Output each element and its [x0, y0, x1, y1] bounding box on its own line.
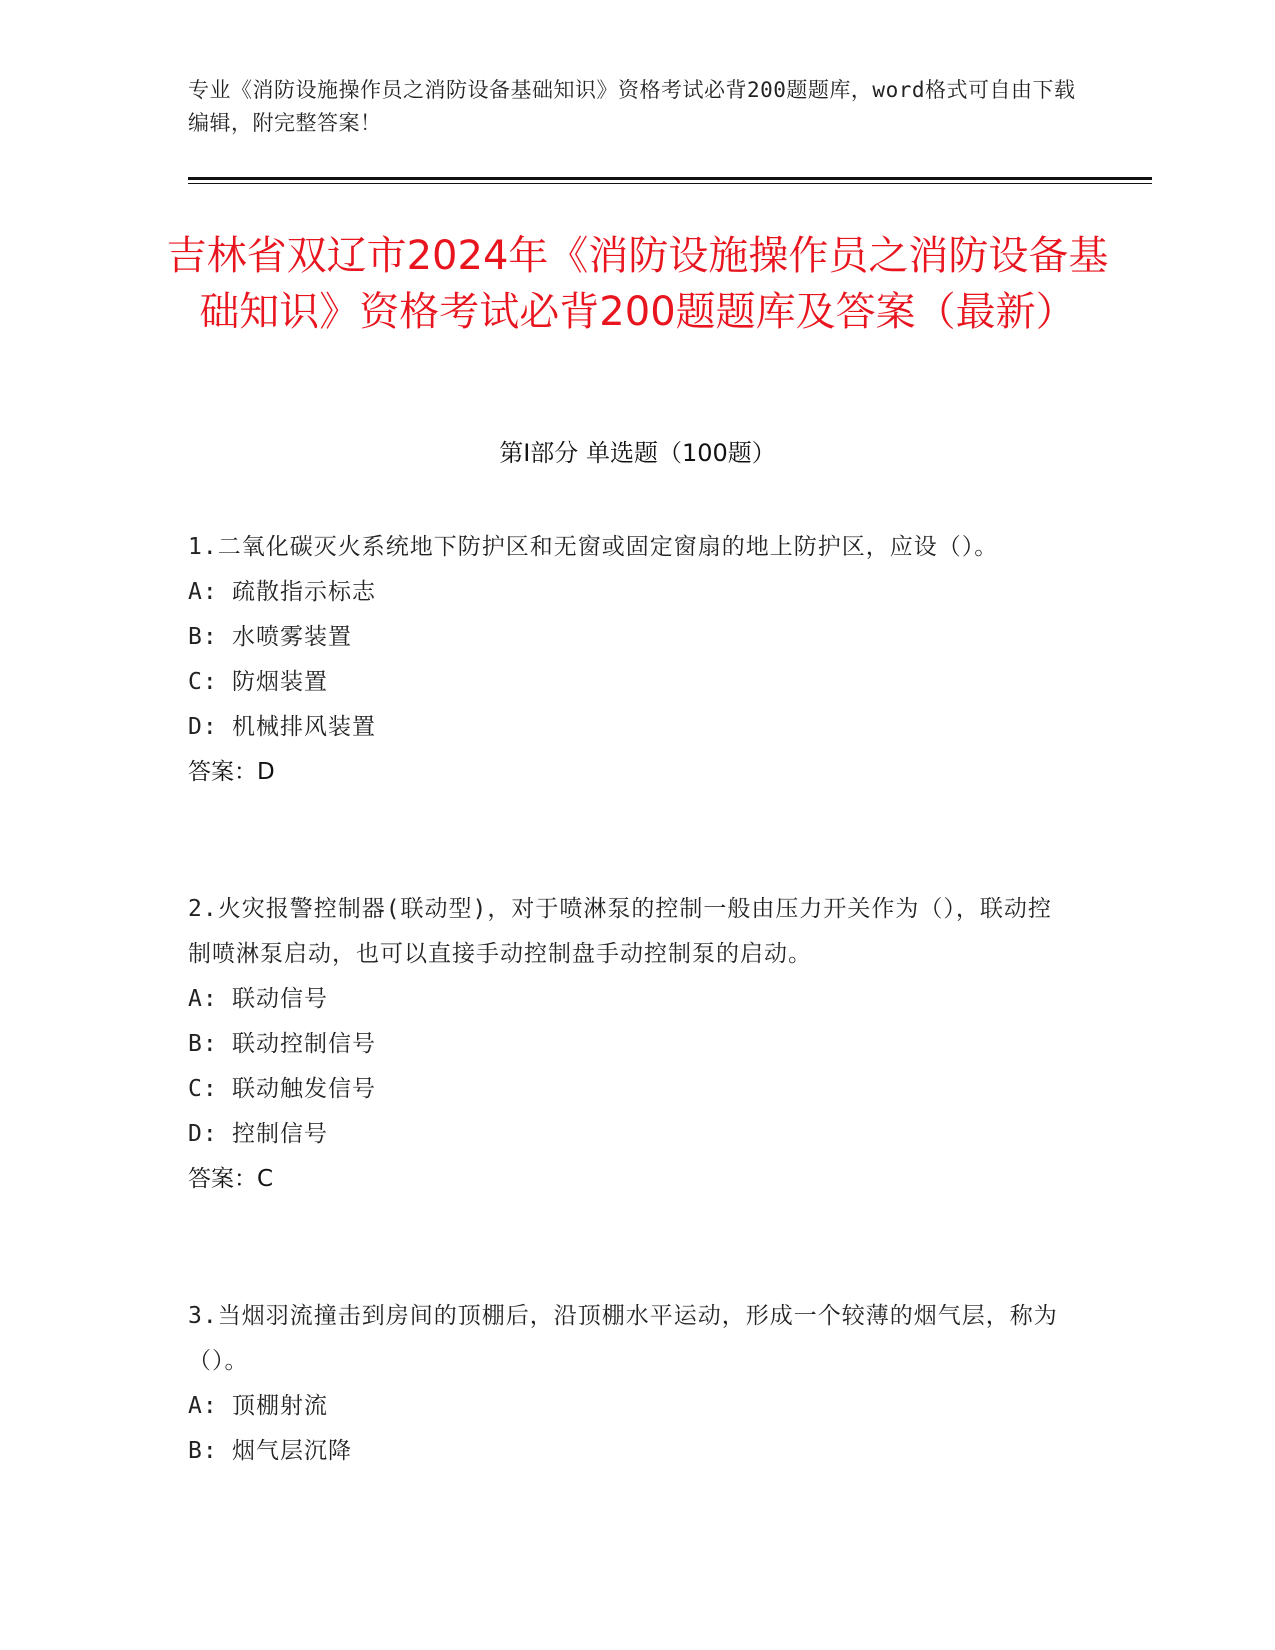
option-letter: D: [188, 1121, 218, 1147]
option-text: 机械排风装置 [232, 714, 376, 740]
option-text: 烟气层沉降 [232, 1438, 352, 1464]
header-divider-thick [188, 177, 1152, 180]
option-a [188, 977, 1068, 1022]
answer: 答案：D [188, 759, 275, 785]
question-2 [188, 887, 1068, 1202]
option-b [188, 615, 1068, 660]
document-title: 吉林省双辽市2024年《消防设施操作员之消防设备基础知识》资格考试必背200题题库及答案（最新） [166, 233, 1109, 335]
question-3 [188, 1294, 1068, 1474]
header-divider-thin [188, 183, 1152, 184]
option-letter: B: [188, 1438, 218, 1464]
option-letter: C: [188, 1076, 218, 1102]
option-d [188, 705, 1068, 750]
option-b [188, 1022, 1068, 1067]
option-text: 水喷雾装置 [232, 624, 352, 650]
option-text: 疏散指示标志 [232, 579, 376, 605]
option-letter: A: [188, 986, 218, 1012]
option-text: 控制信号 [232, 1121, 328, 1147]
answer: 答案：C [188, 1166, 274, 1192]
option-letter: C: [188, 669, 218, 695]
option-text: 联动触发信号 [232, 1076, 376, 1102]
question-stem: 2.火灾报警控制器(联动型)，对于喷淋泵的控制一般由压力开关作为（），联动控制喷淋泵启动，也可以直接手动控制盘手动控制泵的启动。 [188, 896, 1052, 967]
option-a [188, 1384, 1068, 1429]
option-a [188, 570, 1068, 615]
option-letter: B: [188, 1031, 218, 1057]
option-text: 防烟装置 [232, 669, 328, 695]
option-c [188, 1067, 1068, 1112]
option-letter: B: [188, 624, 218, 650]
option-text: 联动信号 [232, 986, 328, 1012]
option-letter: A: [188, 1393, 218, 1419]
option-b [188, 1429, 1068, 1474]
option-c [188, 660, 1068, 705]
option-letter: D: [188, 714, 218, 740]
question-stem: 3.当烟羽流撞击到房间的顶棚后，沿顶棚水平运动，形成一个较薄的烟气层，称为（）。 [188, 1303, 1058, 1374]
question-1 [188, 525, 1068, 795]
option-letter: A: [188, 579, 218, 605]
question-stem: 1.二氧化碳灭火系统地下防护区和无窗或固定窗扇的地上防护区，应设（）。 [188, 534, 999, 560]
section-title: 第Ⅰ部分 单选题（100题） [499, 439, 776, 467]
option-text: 顶棚射流 [232, 1393, 328, 1419]
option-d [188, 1112, 1068, 1157]
header-note: 专业《消防设施操作员之消防设备基础知识》资格考试必背200题题库，word格式可自由下载编辑，附完整答案！ [188, 78, 1076, 135]
option-text: 联动控制信号 [232, 1031, 376, 1057]
